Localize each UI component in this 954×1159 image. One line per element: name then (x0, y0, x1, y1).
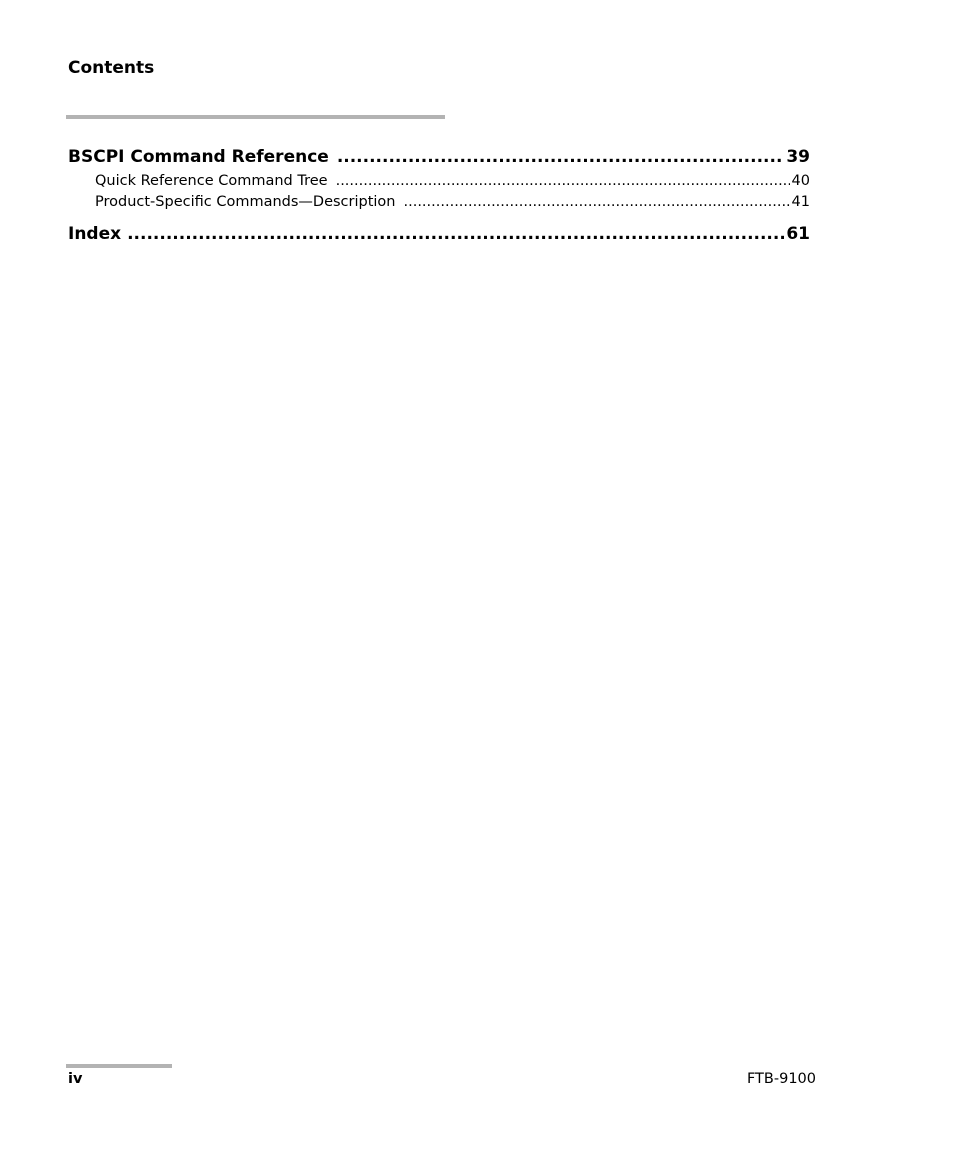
toc-page-number: 40 (791, 173, 810, 189)
toc-chapter-title: SCPI Command Reference (80, 147, 329, 167)
toc-entry-chapter-b[interactable] (68, 147, 810, 167)
toc-page-number: 61 (786, 224, 810, 244)
toc-index-title: Index (68, 224, 122, 244)
toc-entry-product-specific[interactable] (95, 194, 810, 210)
toc-leader-dots (336, 173, 790, 189)
toc-chapter-letter: B (68, 147, 81, 167)
toc-page-number: 39 (786, 147, 810, 167)
toc-leader-dots (404, 194, 790, 210)
footer-page-number: iv (68, 1071, 83, 1087)
toc-entry-index[interactable] (68, 224, 810, 244)
footer-divider (66, 1064, 172, 1068)
toc-leader-dots (337, 147, 785, 167)
toc-subentry-title: Quick Reference Command Tree (95, 173, 328, 189)
header-divider (66, 115, 445, 119)
toc-subentry-title: Product-Specific Commands—Description (95, 194, 396, 210)
toc-leader-dots (127, 224, 784, 244)
page-title: Contents (68, 58, 155, 78)
toc-entry-quick-reference[interactable] (95, 173, 810, 189)
footer-product-name: FTB-9100 (746, 1071, 816, 1087)
toc-page-number: 41 (791, 194, 810, 210)
